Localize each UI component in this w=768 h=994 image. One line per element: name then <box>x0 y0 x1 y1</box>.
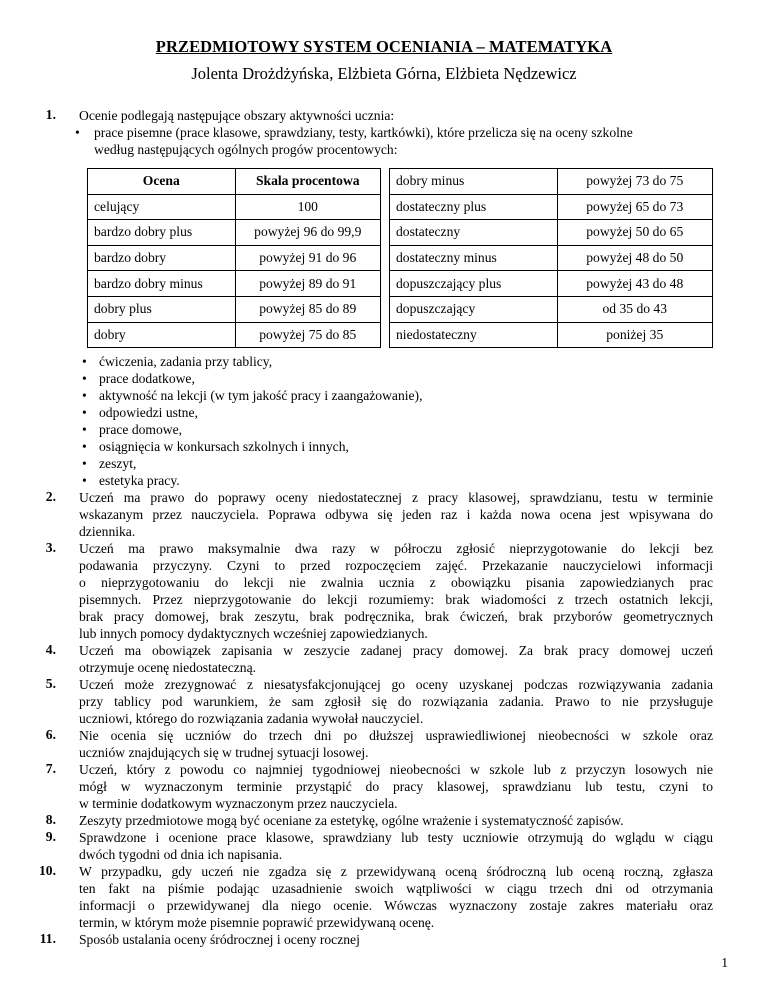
grade-cell: dopuszczający plus <box>390 271 558 297</box>
grade-cell: dobry minus <box>390 169 558 195</box>
paragraph-line: Uczeń może zrezygnować z niesatysfakcjonującej go oceny uzyskanej podczas rozwiązywania zadania <box>79 677 713 692</box>
list-item-text: prace domowe, <box>99 422 183 437</box>
item-number: 2. <box>45 489 56 504</box>
grade-cell: dobry <box>88 322 236 348</box>
paragraph-line: lub innych pomocy dydaktycznych wcześniej zapowiedzianych. <box>79 626 428 641</box>
paragraph-line: mógł w wyznaczonym terminie przystąpić do pracy klasowej, sprawdzianu lub testu, czyni to <box>79 779 713 794</box>
percent-cell: powyżej 43 do 48 <box>557 271 713 297</box>
percent-cell: od 35 do 43 <box>557 296 713 322</box>
table-row <box>390 194 713 220</box>
paragraph-line: podawania przyczyny. Czyni to przed rozpoczęciem zajęć. Przekazanie nauczycielowi informacji <box>79 558 713 573</box>
paragraph-line: ten fakt na piśmie podając uzasadnienie swoich wątpliwości w ciągu trzech dni od otrzymania <box>79 881 713 896</box>
grade-table-left <box>87 168 381 348</box>
percent-cell: powyżej 96 do 99,9 <box>235 220 380 246</box>
header-grade: Ocena <box>88 169 236 195</box>
table-row <box>390 220 713 246</box>
bullet-icon: • <box>82 371 87 386</box>
item1-intro: Ocenie podlegają następujące obszary aktywności ucznia: <box>79 108 395 123</box>
list-item-text: odpowiedzi ustne, <box>99 405 198 420</box>
paragraph-line: dwóch tygodni od dnia ich napisania. <box>79 847 283 862</box>
item-number: 9. <box>45 829 56 844</box>
table-row <box>390 245 713 271</box>
grade-cell: celujący <box>88 194 236 220</box>
paragraph-line: uczniów znajdujących się w trudnej sytuacji losowej. <box>79 745 369 760</box>
paragraph-line: Uczeń ma obowiązek zapisania w zeszycie zadanej pracy domowej. Za brak pracy domowej uczeń <box>79 643 713 658</box>
table-row <box>88 245 381 271</box>
bullet-icon: • <box>82 473 87 488</box>
authors: Jolenta Drożdżyńska, Elżbieta Górna, Elżbieta Nędzewicz <box>191 64 577 83</box>
table-header-row <box>88 169 381 195</box>
table-row <box>390 296 713 322</box>
paragraph-line: termin, w którym może pisemnie poprawić przewidywaną ocenę. <box>79 915 435 930</box>
paragraph-line: otrzymuje ocenę niedostateczną. <box>79 660 257 675</box>
item1-bullet: • prace pisemne (prace klasowe, sprawdziany, testy, kartkówki), które przelicza się na oceny szkolne według następujących ogólnych progów procentowych: <box>75 125 633 157</box>
paragraph-line: o nieprzygotowaniu do lekcji nie zwalnia ucznia z obowiązku pisania zapowiedzianych prac <box>79 575 713 590</box>
percent-cell: powyżej 91 do 96 <box>235 245 380 271</box>
paragraph-line: brak pracy domowej, brak zeszytu, brak podręcznika, brak ćwiczeń, brak przyborów geometrycznych <box>79 609 713 624</box>
list-item <box>82 404 198 421</box>
item-number: 3. <box>45 540 56 555</box>
bullet-icon: • <box>82 405 87 420</box>
paragraph-line: W przypadku, gdy uczeń nie zgadza się z przewidywaną oceną śródroczną lub oceną roczną, zgłasza <box>79 864 713 879</box>
paragraph-line: Uczeń ma prawo do poprawy oceny niedostatecznej z pracy klasowej, sprawdzianu, testu w terminie <box>79 490 713 505</box>
table-row <box>390 169 713 195</box>
table-row <box>88 271 381 297</box>
list-item <box>82 421 182 438</box>
percent-cell: powyżej 75 do 85 <box>235 322 380 348</box>
percent-cell: powyżej 89 do 91 <box>235 271 380 297</box>
list-item-text: prace dodatkowe, <box>99 371 195 386</box>
percent-cell: powyżej 73 do 75 <box>557 169 713 195</box>
grade-cell: dopuszczający <box>390 296 558 322</box>
item-number: 6. <box>45 727 56 742</box>
paragraph-line: Sprawdzone i ocenione prace klasowe, sprawdziany lub testy uczniowie otrzymują do wglądu w ciągu <box>79 830 713 845</box>
paragraph-line: uczniowi, którego do rozwiązania zadania wywołał nauczyciel. <box>79 711 424 726</box>
percent-cell: powyżej 48 do 50 <box>557 245 713 271</box>
grade-cell: dostateczny minus <box>390 245 558 271</box>
grade-cell: bardzo dobry <box>88 245 236 271</box>
item-number: 4. <box>45 642 56 657</box>
bullet-icon: • <box>82 422 87 437</box>
paragraph-line: Sposób ustalania oceny śródrocznej i oceny rocznej <box>79 932 360 947</box>
paragraph-line: w terminie dodatkowym wyznaczonym przez nauczyciela. <box>79 796 398 811</box>
percent-cell: powyżej 85 do 89 <box>235 296 380 322</box>
item-number: 11. <box>39 931 56 946</box>
item-number: 7. <box>45 761 56 776</box>
table-row <box>88 194 381 220</box>
item-number: 1. <box>45 107 56 122</box>
percent-cell: poniżej 35 <box>557 322 713 348</box>
list-item <box>82 370 195 387</box>
page-number: 1 <box>721 955 728 970</box>
grade-cell: niedostateczny <box>390 322 558 348</box>
header-percent-scale: Skala procentowa <box>235 169 380 195</box>
bullet-icon: • <box>75 125 80 140</box>
percent-cell: 100 <box>235 194 380 220</box>
grade-table-right <box>389 168 713 348</box>
list-item-text: osiągnięcia w konkursach szkolnych i innych, <box>99 439 349 454</box>
item-number: 8. <box>45 812 56 827</box>
list-item <box>82 438 349 455</box>
paragraph-line: informacji o przewidywanej dla niego ocenie. Wówczas wyznaczony zostaje zakres materiału oraz <box>79 898 713 913</box>
table-row <box>88 220 381 246</box>
list-item-text: estetyka pracy. <box>99 473 180 488</box>
list-item <box>82 387 422 404</box>
paragraph-line: pisemnych. Przez nieprzygotowanie do lekcji rozumiemy: brak wiadomości z trzech ostatnich lekcji, <box>79 592 713 607</box>
paragraph-line: przy tablicy pod warunkiem, że sam zgłosił się do rozwiązania zadania. Prawo to nie przysługuje <box>79 694 713 709</box>
list-item-text: ćwiczenia, zadania przy tablicy, <box>99 354 273 369</box>
list-item <box>82 472 180 489</box>
bullet-icon: • <box>82 439 87 454</box>
paragraph-line: wskazanym przez nauczyciela. Poprawa odbywa się jeden raz i każda nowa ocena jest wpisywana do <box>79 507 713 522</box>
bullet-icon: • <box>82 354 87 369</box>
bullet-icon: • <box>82 388 87 403</box>
grade-cell: dostateczny <box>390 220 558 246</box>
table-row <box>390 322 713 348</box>
paragraph-line: Nie ocenia się uczniów do trzech dni po dłuższej usprawiedliwionej nieobecności w szkole oraz <box>79 728 713 743</box>
table-row <box>88 322 381 348</box>
grade-cell: dostateczny plus <box>390 194 558 220</box>
list-item <box>82 455 136 472</box>
percent-cell: powyżej 50 do 65 <box>557 220 713 246</box>
item-number: 10. <box>39 863 56 878</box>
percent-cell: powyżej 65 do 73 <box>557 194 713 220</box>
grade-cell: dobry plus <box>88 296 236 322</box>
paragraph-line: Uczeń ma prawo maksymalnie dwa razy w półroczu zgłosić nieprzygotowanie do lekcji bez <box>79 541 713 556</box>
grade-cell: bardzo dobry plus <box>88 220 236 246</box>
paragraph-line: Uczeń, który z powodu co najmniej tygodniowej nieobecności w szkole lub z przyczyn losowych nie <box>79 762 713 777</box>
item-number: 5. <box>45 676 56 691</box>
list-item <box>82 353 272 370</box>
table-row <box>390 271 713 297</box>
paragraph-line: dziennika. <box>79 524 136 539</box>
page-title: PRZEDMIOTOWY SYSTEM OCENIANIA – MATEMATYKA <box>155 37 613 56</box>
grade-cell: bardzo dobry minus <box>88 271 236 297</box>
bullet-icon: • <box>82 456 87 471</box>
list-item-text: aktywność na lekcji (w tym jakość pracy i zaangażowanie), <box>99 388 423 403</box>
paragraph-line: Zeszyty przedmiotowe mogą być oceniane za estetykę, ogólne wrażenie i systematyczność zapisów. <box>79 813 624 828</box>
list-item-text: zeszyt, <box>99 456 137 471</box>
table-row <box>88 296 381 322</box>
